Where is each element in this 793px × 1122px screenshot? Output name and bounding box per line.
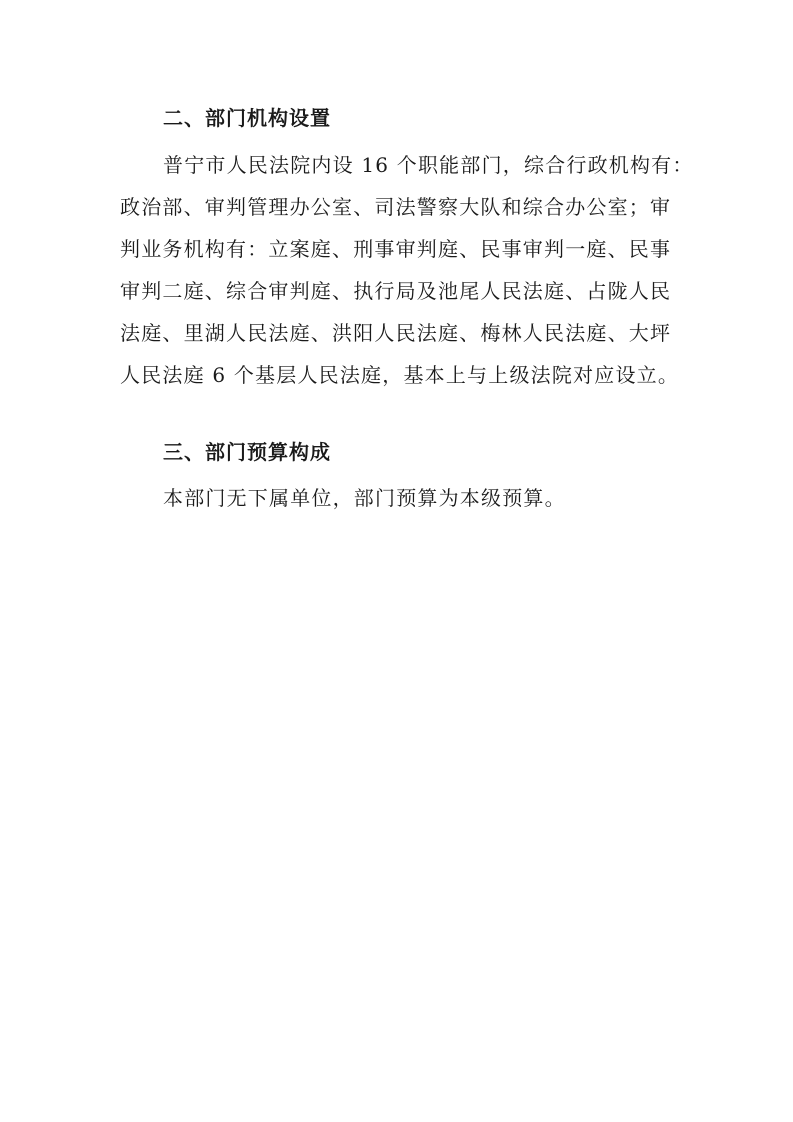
section-heading-department-structure: 二、部门机构设置 (163, 106, 331, 130)
section-heading-budget-composition: 三、部门预算构成 (163, 440, 331, 464)
paragraph-line: 审判二庭、综合审判庭、执行局及池尾人民法庭、占陇人民 (120, 279, 672, 303)
paragraph-line: 法庭、里湖人民法庭、洪阳人民法庭、梅林人民法庭、大坪 (120, 321, 672, 345)
section-paragraph-budget-composition (120, 477, 680, 519)
paragraph-line: 人民法庭 6 个基层人民法庭，基本上与上级法院对应设立。 (120, 363, 680, 387)
paragraph-line: 判业务机构有：立案庭、刑事审判庭、民事审判一庭、民事 (120, 237, 672, 261)
paragraph-line: 普宁市人民法院内设 16 个职能部门，综合行政机构有： (163, 153, 694, 177)
paragraph-line: 本部门无下属单位，部门预算为本级预算。 (163, 486, 566, 510)
paragraph-line: 政治部、审判管理办公室、司法警察大队和综合办公室；审 (120, 195, 672, 219)
section-paragraph-department-structure (120, 144, 694, 396)
